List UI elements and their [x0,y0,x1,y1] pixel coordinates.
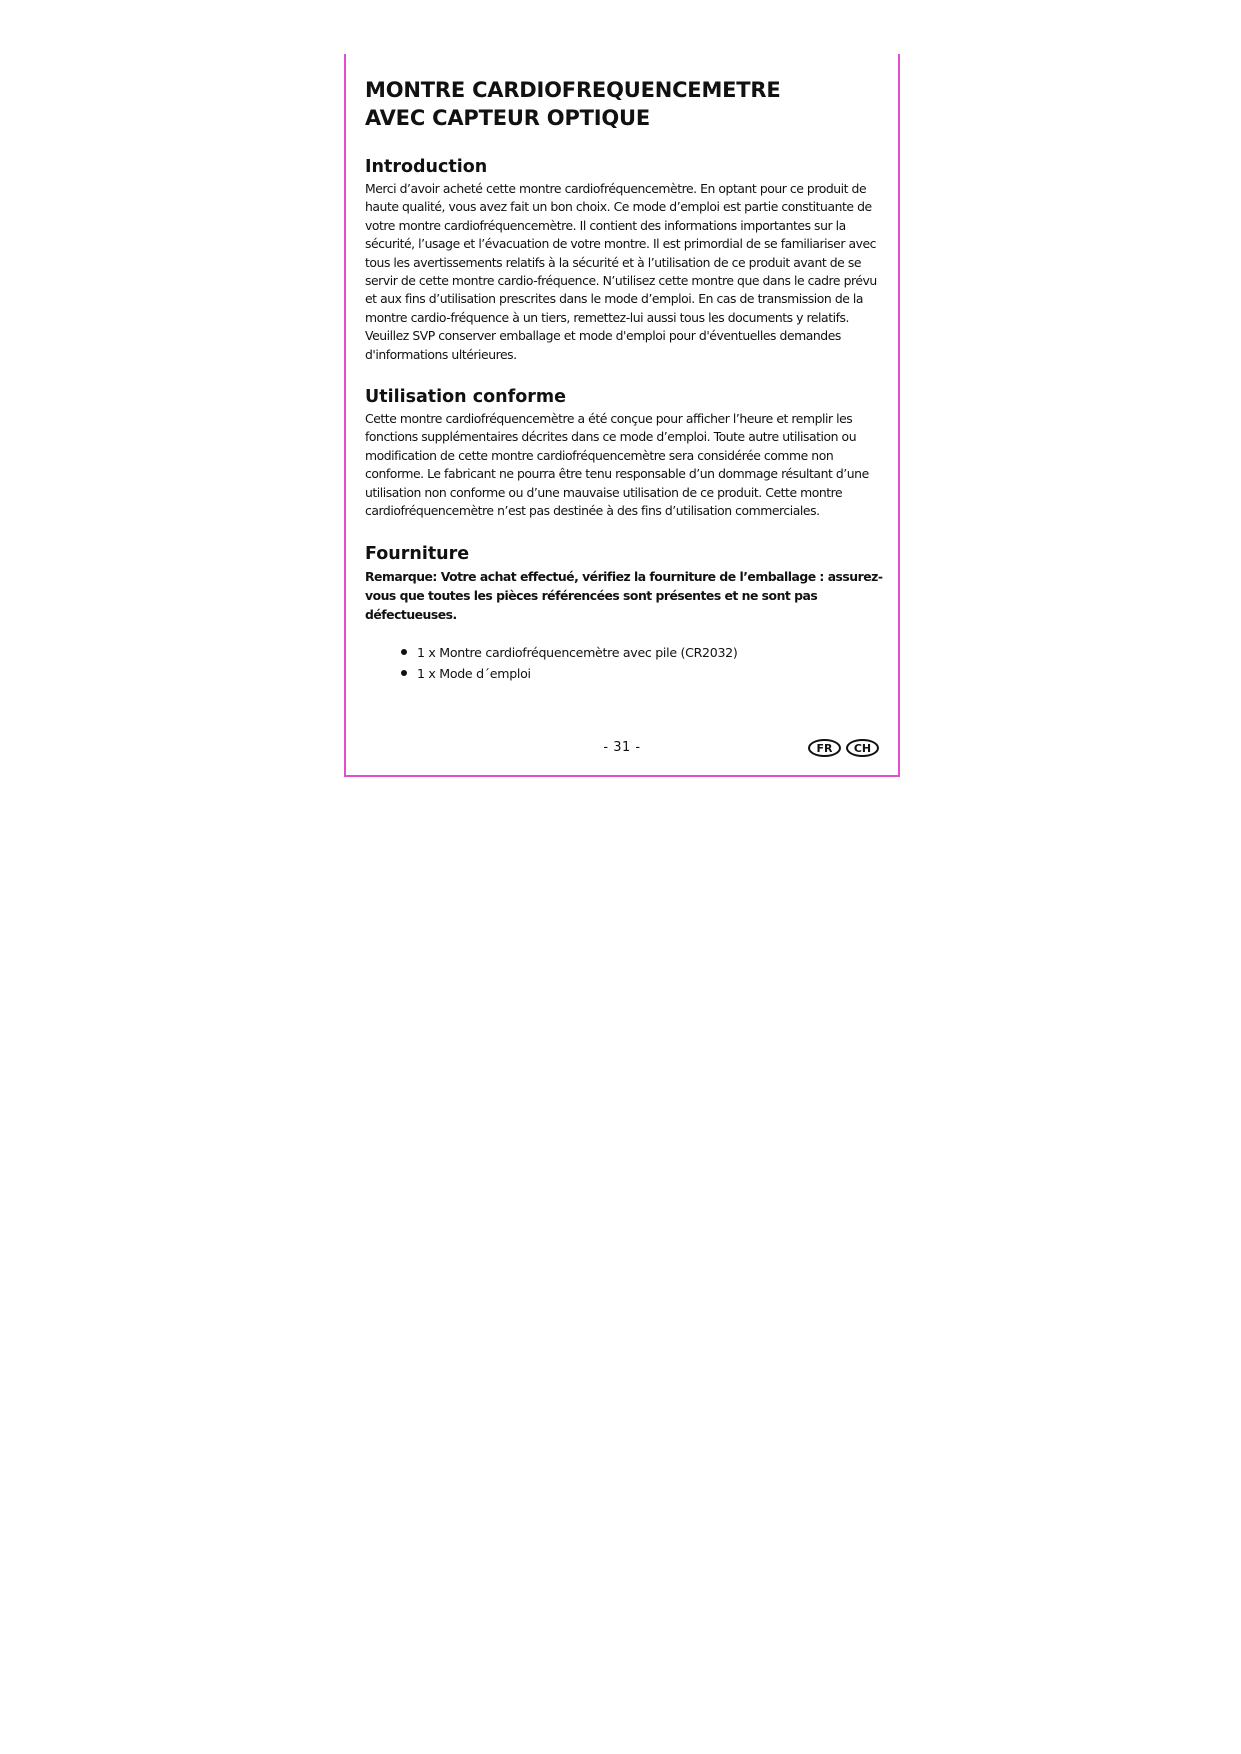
document-title-line-1: MONTRE CARDIOFREQUENCEMETRE [365,78,781,102]
list-item-text: 1 x Montre cardiofréquencemètre avec pile (CR2032) [417,644,738,660]
country-badge-ch: CH [846,739,879,757]
section-utilisation-conforme [365,386,885,520]
document-title-line-2: AVEC CAPTEUR OPTIQUE [365,106,651,130]
list-item [401,663,885,684]
page-number: - 31 - [603,740,641,755]
introduction-paragraph: Merci d’avoir acheté cette montre cardiofréquencemètre. En optant pour ce produit de haute qualité, vous avez fait un bon choix. Ce mode d’emploi est partie constituante de votre montre cardiofréquencemètre. Il contient des informations importantes sur la sécurité, l’usage et l’évacuation de votre montre. Il est primordial de se familiariser avec tous les avertissements relatifs à la sécurité et à l’utilisation de ce produit avant de se servir de cette montre cardio-fréquence. N’utilisez cette montre que dans le cadre prévu et aux fins d’utilisation prescrites dans le mode d’emploi. En cas de transmission de la montre cardio-fréquence à un tiers, remettez-lui aussi tous les documents y relatifs. Veuillez SVP conserver emballage et mode d'emploi pour d'éventuelles demandes d'informations ultérieures. [365,181,877,362]
contents-list [365,642,885,684]
country-badge-fr: FR [808,739,841,757]
page-content [365,76,885,684]
list-item [401,642,885,663]
bullet-icon [401,670,407,676]
bullet-icon [401,649,407,655]
page-footer [365,737,879,761]
fourniture-remark: Remarque: Votre achat effectué, vérifiez la fourniture de l’emballage : assurez-vous que toutes les pièces référencées sont présentes et ne sont pas défectueuses. [365,568,883,622]
document-title [365,76,885,132]
list-item-text: 1 x Mode d´emploi [417,665,531,681]
section-heading-introduction: Introduction [365,157,488,177]
section-heading-utilisation-conforme: Utilisation conforme [365,387,566,408]
utilisation-paragraph: Cette montre cardiofréquencemètre a été conçue pour afficher l’heure et remplir les fonctions supplémentaires décrites dans ce mode d’emploi. Toute autre utilisation ou modification de cette montre cardiofréquencemètre sera considérée comme non conforme. Le fabricant ne pourra être tenu responsable d’un dommage résultant d’une utilisation non conforme ou d’une mauvaise utilisation de ce produit. Cette montre cardiofréquencemètre n’est pas destinée à des fins d’utilisation commerciales. [365,411,869,519]
section-introduction [365,156,885,364]
country-badges [808,739,879,757]
section-heading-fourniture: Fourniture [365,543,470,564]
section-fourniture [365,543,885,684]
